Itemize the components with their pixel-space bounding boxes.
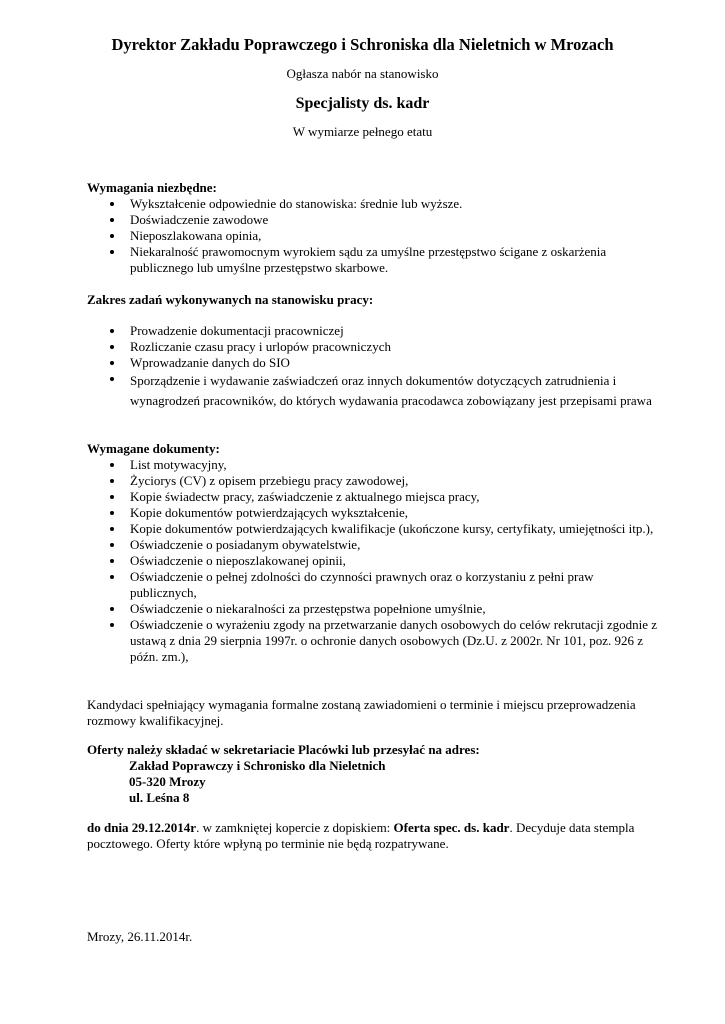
list-item: Prowadzenie dokumentacji pracowniczej [87,323,657,339]
deadline-text-rest: . Decyduje data stempla pocztowego. Oferty które wpłyną po terminie nie będą rozpatrywane. [87,820,635,851]
list-item: Wykształcenie odpowiednie do stanowiska: średnie lub wyższe. [87,196,657,212]
list-item: Kopie świadectw pracy, zaświadczenie z aktualnego miejsca pracy, [87,489,657,505]
list-item: Wprowadzanie danych do SIO [87,355,657,371]
position-title: Specjalisty ds. kadr [295,95,430,112]
documents-list [87,457,657,665]
list-item: Oświadczenie o nieposzlakowanej opinii, [87,553,657,569]
envelope-label: Oferta spec. ds. kadr [393,820,510,835]
requirements-heading: Wymagania niezbędne: [87,180,217,195]
list-item: Rozliczanie czasu pracy i urlopów pracowniczych [87,339,657,355]
list-item: Kopie dokumentów potwierdzających wykształcenie, [87,505,657,521]
list-item: Doświadczenie zawodowe [87,212,657,228]
duties-list [87,323,657,411]
address-line-street: ul. Leśna 8 [129,790,190,805]
list-item: Oświadczenie o niekaralności za przestępstwa popełnione umyślnie, [87,601,657,617]
list-item: Niekaralność prawomocnym wyrokiem sądu za umyślne przestępstwo ścigane z oskarżenia publicznego lub umyślne przestępstwo skarbowe. [87,244,657,276]
place-date: Mrozy, 26.11.2014r. [87,929,193,944]
list-item: List motywacyjny, [87,457,657,473]
announcement-line: Ogłasza nabór na stanowisko [286,66,439,81]
documents-heading: Wymagane dokumenty: [87,441,220,456]
document-title: Dyrektor Zakładu Poprawczego i Schroniska dla Nieletnich w Mrozach [111,35,614,54]
address-line-postal: 05-320 Mrozy [129,774,206,789]
employment-line: W wymiarze pełnego etatu [292,124,433,139]
list-item: Oświadczenie o pełnej zdolności do czynności prawnych oraz o korzystaniu z pełni praw publicznych, [87,569,657,601]
duties-heading: Zakres zadań wykonywanych na stanowisku pracy: [87,292,374,307]
list-item: Oświadczenie o wyrażeniu zgody na przetwarzanie danych osobowych do celów rekrutacji zgodnie z ustawą z dnia 29 sierpnia 1997r. o ochronie danych osobowych (Dz.U. z 2002r. Nr 101, poz. 926 z późn. zm.), [87,617,657,665]
requirements-list [87,196,657,276]
deadline-text: . w zamkniętej kopercie z dopiskiem: [196,820,394,835]
list-item: Sporządzenie i wydawanie zaświadczeń oraz innych dokumentów dotyczących zatrudnienia i wynagrodzeń pracowników, do których wydawania pracodawca zobowiązany jest przepisami prawa [87,371,657,411]
notice-paragraph: Kandydaci spełniający wymagania formalne zostaną zawiadomieni o terminie i miejscu przeprowadzenia rozmowy kwalifikacyjnej. [87,697,636,728]
list-item: Kopie dokumentów potwierdzających kwalifikacje (ukończone kursy, certyfikaty, umiejętności itp.), [87,521,657,537]
list-item: Oświadczenie o posiadanym obywatelstwie, [87,537,657,553]
list-item: Życiorys (CV) z opisem przebiegu pracy zawodowej, [87,473,657,489]
address-heading: Oferty należy składać w sekretariacie Placówki lub przesyłać na adres: [87,742,480,757]
address-line-institution: Zakład Poprawczy i Schronisko dla Nieletnich [129,758,386,773]
list-item: Nieposzlakowana opinia, [87,228,657,244]
deadline-date: do dnia 29.12.2014r [87,820,197,835]
deadline-paragraph [87,820,647,852]
